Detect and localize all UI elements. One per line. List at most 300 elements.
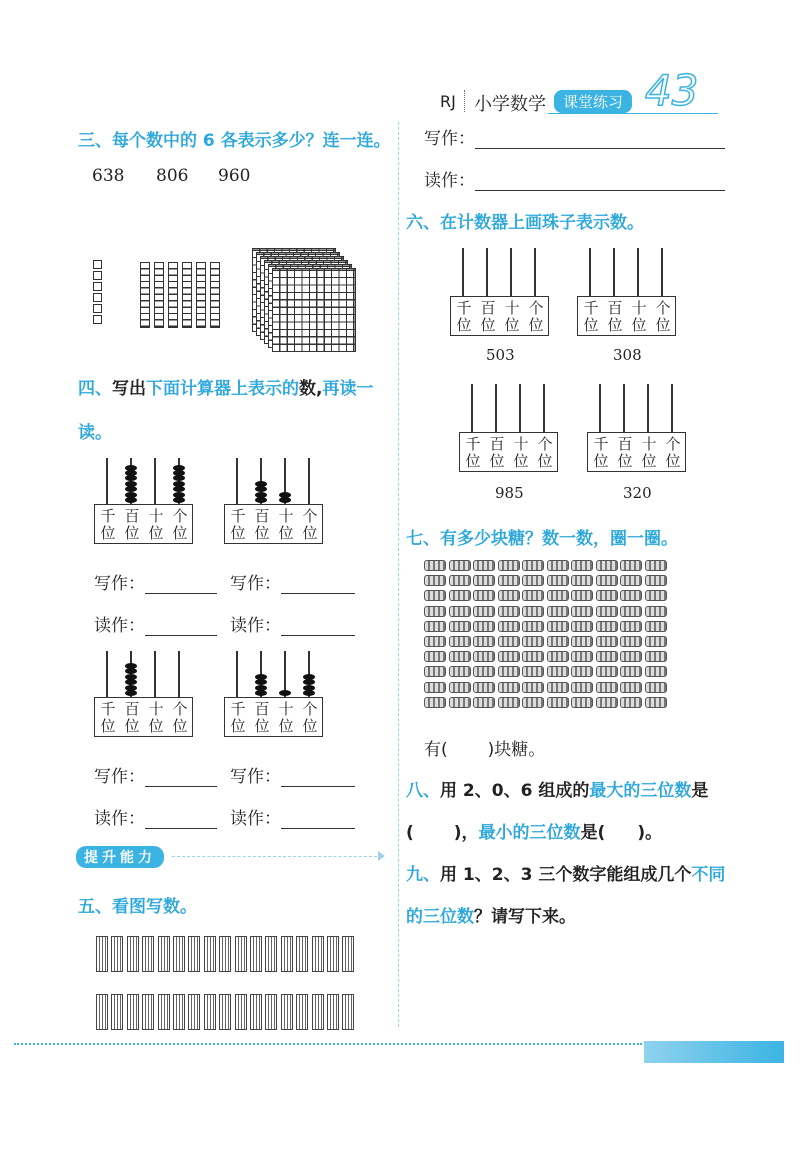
candy xyxy=(473,590,495,601)
section6-number-2: 308 xyxy=(613,346,642,364)
place-label-top: 个 xyxy=(172,507,188,525)
candy xyxy=(547,697,569,708)
counter-rod[interactable] xyxy=(543,384,545,432)
candy xyxy=(620,590,642,601)
abacus-bead xyxy=(255,497,267,503)
column-divider xyxy=(398,122,399,1027)
counter-rod[interactable] xyxy=(647,384,649,432)
tens-rods-image xyxy=(138,260,228,328)
section4-read-2: 读作： xyxy=(230,611,355,636)
candy xyxy=(645,636,667,647)
candy xyxy=(498,590,520,601)
abacus-bead xyxy=(125,465,137,471)
candy xyxy=(596,575,618,586)
candy xyxy=(498,666,520,677)
place-label-bottom: 位 xyxy=(100,524,116,542)
section4-read-1: 读作： xyxy=(94,611,217,636)
candy xyxy=(620,606,642,617)
place-label-top: 千 xyxy=(230,507,246,525)
section3-title: 三、每个数中的 6 各表示多少？连一连。 xyxy=(78,131,391,151)
abacus-bead xyxy=(125,663,137,669)
stick-bundle-row xyxy=(96,994,366,1030)
place-label-bottom: 位 xyxy=(124,524,140,542)
candy xyxy=(645,560,667,571)
candy xyxy=(473,575,495,586)
stick-bundle xyxy=(219,936,231,972)
section3-number-2: 806 xyxy=(156,166,189,186)
candy xyxy=(522,590,544,601)
abacus-bead xyxy=(125,481,137,487)
abacus-rod xyxy=(106,651,108,697)
counter-rod[interactable] xyxy=(471,384,473,432)
candy xyxy=(596,697,618,708)
stick-bundle xyxy=(96,936,108,972)
candy xyxy=(498,606,520,617)
place-label-top: 百 xyxy=(124,700,140,718)
abacus xyxy=(224,651,324,741)
candy xyxy=(571,666,593,677)
write-blank[interactable] xyxy=(281,768,355,787)
candy xyxy=(547,666,569,677)
candy xyxy=(620,651,642,662)
place-label-bottom: 位 xyxy=(607,316,623,334)
candy xyxy=(596,606,618,617)
abacus-bead xyxy=(173,475,185,481)
place-label-top: 十 xyxy=(631,299,647,317)
candy xyxy=(547,636,569,647)
candy xyxy=(571,636,593,647)
place-label-top: 百 xyxy=(124,507,140,525)
counter-rod[interactable] xyxy=(534,248,536,296)
stick-bundle xyxy=(281,994,293,1030)
stick-bundle xyxy=(235,994,247,1030)
place-label-bottom: 位 xyxy=(100,717,116,735)
place-label-top: 十 xyxy=(278,700,294,718)
stick-bundle xyxy=(281,936,293,972)
section4-title-cont: 读。 xyxy=(78,423,112,443)
place-label-bottom: 位 xyxy=(230,524,246,542)
place-label-bottom: 位 xyxy=(124,717,140,735)
candy xyxy=(522,560,544,571)
candy xyxy=(596,621,618,632)
read-blank[interactable] xyxy=(475,172,725,191)
abacus xyxy=(224,458,324,548)
candy xyxy=(473,621,495,632)
stick-bundle xyxy=(250,994,262,1030)
candy xyxy=(620,621,642,632)
place-label-top: 十 xyxy=(513,435,529,453)
abacus-place-box xyxy=(94,504,193,544)
place-label-bottom: 位 xyxy=(665,452,681,470)
place-label-top: 千 xyxy=(100,507,116,525)
section3-number-3: 960 xyxy=(218,166,251,186)
counter-place-box xyxy=(587,432,686,472)
write-blank[interactable] xyxy=(145,768,217,787)
stick-bundle xyxy=(158,936,170,972)
candy xyxy=(473,560,495,571)
abacus-bead xyxy=(303,679,315,685)
abacus-bead xyxy=(125,685,137,691)
header-divider xyxy=(464,90,465,112)
section8-line2: ( )，最小的三位数是( )。 xyxy=(406,823,663,843)
counter-rod[interactable] xyxy=(519,384,521,432)
place-label-top: 千 xyxy=(593,435,609,453)
candy xyxy=(473,697,495,708)
abacus-rod xyxy=(236,458,238,504)
abacus-bead xyxy=(125,690,137,696)
candy xyxy=(596,682,618,693)
candy xyxy=(645,666,667,677)
section8-line1: 八、用 2、0、6 组成的最大的三位数是 xyxy=(406,781,709,801)
place-label-top: 十 xyxy=(148,700,164,718)
stick-bundle xyxy=(296,994,308,1030)
candy-grid-area[interactable] xyxy=(424,560,674,715)
place-label-bottom: 位 xyxy=(631,316,647,334)
place-label-top: 千 xyxy=(583,299,599,317)
abacus-bead xyxy=(125,475,137,481)
candy xyxy=(620,666,642,677)
read-blank[interactable] xyxy=(145,617,217,636)
header-badge: 课堂练习 xyxy=(554,90,632,113)
place-label-top: 百 xyxy=(617,435,633,453)
abacus-bead xyxy=(125,497,137,503)
abacus-rod xyxy=(236,651,238,697)
candy xyxy=(547,651,569,662)
place-label-bottom: 位 xyxy=(537,452,553,470)
place-label-top: 千 xyxy=(100,700,116,718)
place-label-top: 个 xyxy=(172,700,188,718)
place-label-top: 十 xyxy=(278,507,294,525)
stick-bundle xyxy=(204,936,216,972)
abacus-bead xyxy=(173,481,185,487)
abacus-rod xyxy=(308,458,310,504)
candy xyxy=(424,560,446,571)
candy xyxy=(522,575,544,586)
place-label-top: 个 xyxy=(655,299,671,317)
section4-write-3: 写作： xyxy=(94,762,217,787)
place-label-top: 十 xyxy=(504,299,520,317)
section4-write-2: 写作： xyxy=(230,569,355,594)
section3-number-1: 638 xyxy=(92,166,125,186)
stick-bundle xyxy=(296,936,308,972)
section9-line1: 九、用 1、2、3 三个数字能组成几个不同 xyxy=(406,865,726,885)
candy xyxy=(596,590,618,601)
stick-bundle xyxy=(265,936,277,972)
place-label-top: 千 xyxy=(465,435,481,453)
candy xyxy=(571,560,593,571)
section7-answer: 有( )块糖。 xyxy=(424,740,546,760)
place-label-bottom: 位 xyxy=(172,524,188,542)
counter-rod[interactable] xyxy=(486,248,488,296)
candy xyxy=(473,666,495,677)
candy xyxy=(547,590,569,601)
section7-title: 七、有多少块糖？数一数，圈一圈。 xyxy=(406,529,678,549)
counter-rod[interactable] xyxy=(589,248,591,296)
candy xyxy=(449,560,471,571)
read-blank[interactable] xyxy=(281,617,355,636)
stick-bundle xyxy=(327,994,339,1030)
stick-bundle xyxy=(204,994,216,1030)
section4-read-4: 读作： xyxy=(230,804,355,829)
place-label-top: 十 xyxy=(148,507,164,525)
counter-rod[interactable] xyxy=(661,248,663,296)
candy xyxy=(571,590,593,601)
candy xyxy=(473,651,495,662)
write-blank[interactable] xyxy=(145,575,217,594)
arrow-right-icon xyxy=(378,851,385,861)
abacus-bead xyxy=(255,674,267,680)
header-rj: RJ xyxy=(440,92,456,111)
read-blank[interactable] xyxy=(281,810,355,829)
place-label-top: 千 xyxy=(230,700,246,718)
place-label-bottom: 位 xyxy=(456,316,472,334)
counter[interactable] xyxy=(587,384,687,474)
place-label-bottom: 位 xyxy=(148,717,164,735)
place-label-bottom: 位 xyxy=(278,524,294,542)
place-label-bottom: 位 xyxy=(254,524,270,542)
stick-bundle xyxy=(173,936,185,972)
read-blank[interactable] xyxy=(145,810,217,829)
candy xyxy=(645,575,667,586)
candy xyxy=(424,682,446,693)
improve-banner xyxy=(76,844,388,868)
footer-dotted-line xyxy=(14,1043,642,1045)
right-read: 读作： xyxy=(424,166,725,191)
abacus-rod xyxy=(106,458,108,504)
candy xyxy=(645,590,667,601)
candy xyxy=(522,697,544,708)
place-label-top: 百 xyxy=(489,435,505,453)
stick-bundle xyxy=(142,994,154,1030)
candy xyxy=(424,590,446,601)
abacus-place-box xyxy=(224,504,323,544)
header-page-number: 43 xyxy=(645,66,699,115)
place-label-bottom: 位 xyxy=(172,717,188,735)
stick-bundle xyxy=(142,936,154,972)
candy xyxy=(547,682,569,693)
counter-rod[interactable] xyxy=(637,248,639,296)
counter-place-box xyxy=(459,432,558,472)
stick-bundle-row xyxy=(96,936,366,972)
write-blank[interactable] xyxy=(281,575,355,594)
place-label-top: 千 xyxy=(456,299,472,317)
place-label-bottom: 位 xyxy=(583,316,599,334)
place-label-bottom: 位 xyxy=(504,316,520,334)
abacus-bead xyxy=(279,690,291,696)
candy xyxy=(449,575,471,586)
abacus-bead xyxy=(255,679,267,685)
write-blank[interactable] xyxy=(475,130,725,149)
stick-bundle xyxy=(111,994,123,1030)
candy xyxy=(424,575,446,586)
abacus-bead xyxy=(279,497,291,503)
stick-bundle xyxy=(158,994,170,1030)
stick-bundle xyxy=(342,936,354,972)
abacus-bead xyxy=(173,465,185,471)
abacus-bead xyxy=(279,492,291,498)
place-label-top: 十 xyxy=(641,435,657,453)
abacus-bead xyxy=(125,679,137,685)
candy xyxy=(498,575,520,586)
counter-rod[interactable] xyxy=(613,248,615,296)
place-label-bottom: 位 xyxy=(513,452,529,470)
candy xyxy=(498,697,520,708)
stick-bundle xyxy=(312,994,324,1030)
abacus-rod xyxy=(178,651,180,697)
place-label-top: 个 xyxy=(528,299,544,317)
place-label-bottom: 位 xyxy=(528,316,544,334)
abacus-place-box xyxy=(94,697,193,737)
candy xyxy=(473,682,495,693)
stick-bundle xyxy=(265,994,277,1030)
place-label-bottom: 位 xyxy=(480,316,496,334)
stick-bundle xyxy=(327,936,339,972)
place-label-bottom: 位 xyxy=(302,524,318,542)
stick-bundle xyxy=(312,936,324,972)
counter[interactable] xyxy=(450,248,550,338)
candy xyxy=(522,682,544,693)
candy xyxy=(522,636,544,647)
candy xyxy=(571,606,593,617)
place-label-top: 个 xyxy=(302,507,318,525)
candy xyxy=(620,697,642,708)
candy xyxy=(498,636,520,647)
abacus-bead xyxy=(303,674,315,680)
place-label-top: 百 xyxy=(480,299,496,317)
place-label-bottom: 位 xyxy=(593,452,609,470)
candy xyxy=(596,666,618,677)
section9-line2: 的三位数？请写下来。 xyxy=(406,907,576,927)
stick-bundle xyxy=(250,936,262,972)
place-label-bottom: 位 xyxy=(617,452,633,470)
counter-rod[interactable] xyxy=(495,384,497,432)
candy xyxy=(571,682,593,693)
counter-rod[interactable] xyxy=(599,384,601,432)
counter-rod[interactable] xyxy=(671,384,673,432)
candy xyxy=(620,560,642,571)
candy xyxy=(522,666,544,677)
counter-rod[interactable] xyxy=(462,248,464,296)
abacus-bead xyxy=(303,685,315,691)
candy xyxy=(571,575,593,586)
candy xyxy=(571,697,593,708)
abacus-bead xyxy=(173,486,185,492)
ones-cubes-image xyxy=(90,258,104,328)
candy xyxy=(424,666,446,677)
place-label-top: 个 xyxy=(665,435,681,453)
candy xyxy=(645,651,667,662)
candy xyxy=(449,636,471,647)
abacus-bead xyxy=(173,497,185,503)
counter[interactable] xyxy=(577,248,677,338)
abacus-bead xyxy=(173,492,185,498)
abacus-bead xyxy=(125,674,137,680)
candy xyxy=(522,651,544,662)
place-label-top: 百 xyxy=(254,700,270,718)
place-label-top: 百 xyxy=(607,299,623,317)
candy xyxy=(424,621,446,632)
header-rule xyxy=(548,113,718,114)
place-label-bottom: 位 xyxy=(254,717,270,735)
hundreds-flats-image xyxy=(250,246,360,356)
candy xyxy=(522,606,544,617)
candy xyxy=(645,697,667,708)
candy xyxy=(571,651,593,662)
candy xyxy=(547,560,569,571)
candy xyxy=(473,636,495,647)
place-label-bottom: 位 xyxy=(641,452,657,470)
abacus-bead xyxy=(303,690,315,696)
counter[interactable] xyxy=(459,384,559,474)
candy xyxy=(449,606,471,617)
abacus-place-box xyxy=(224,697,323,737)
stick-bundle xyxy=(173,994,185,1030)
place-label-top: 个 xyxy=(302,700,318,718)
abacus-bead xyxy=(255,486,267,492)
stick-bundle xyxy=(219,994,231,1030)
abacus-bead xyxy=(125,470,137,476)
place-label-bottom: 位 xyxy=(302,717,318,735)
section4-title: 四、写出下面计算器上表示的数,再读一 xyxy=(78,379,374,399)
section4-write-4: 写作： xyxy=(230,762,355,787)
abacus-bead xyxy=(255,685,267,691)
abacus xyxy=(94,651,194,741)
candy xyxy=(522,621,544,632)
section4-read-3: 读作： xyxy=(94,804,217,829)
place-label-top: 百 xyxy=(254,507,270,525)
section6-title: 六、在计数器上画珠子表示数。 xyxy=(406,213,644,233)
abacus-bead xyxy=(173,470,185,476)
candy xyxy=(449,590,471,601)
abacus-rod xyxy=(154,458,156,504)
candy xyxy=(596,560,618,571)
place-label-bottom: 位 xyxy=(230,717,246,735)
stick-bundle xyxy=(188,994,200,1030)
section6-number-1: 503 xyxy=(486,346,515,364)
place-label-bottom: 位 xyxy=(655,316,671,334)
counter-rod[interactable] xyxy=(623,384,625,432)
place-label-bottom: 位 xyxy=(489,452,505,470)
counter-place-box xyxy=(577,296,676,336)
footer-bar xyxy=(644,1041,784,1063)
section4-write-1: 写作： xyxy=(94,569,217,594)
improve-banner-line xyxy=(172,856,382,857)
candy xyxy=(620,575,642,586)
abacus-bead xyxy=(255,690,267,696)
candy xyxy=(498,682,520,693)
candy xyxy=(645,606,667,617)
stick-bundle xyxy=(235,936,247,972)
stick-bundle xyxy=(188,936,200,972)
abacus-bead xyxy=(255,492,267,498)
candy xyxy=(547,621,569,632)
stick-bundle xyxy=(96,994,108,1030)
candy xyxy=(424,606,446,617)
abacus xyxy=(94,458,194,548)
candy xyxy=(473,606,495,617)
place-label-bottom: 位 xyxy=(278,717,294,735)
candy xyxy=(424,651,446,662)
stick-bundle xyxy=(111,936,123,972)
counter-rod[interactable] xyxy=(510,248,512,296)
counter-place-box xyxy=(450,296,549,336)
candy xyxy=(498,560,520,571)
header-subject: 小学数学 xyxy=(474,94,546,115)
candy xyxy=(596,636,618,647)
abacus-bead xyxy=(125,668,137,674)
candy xyxy=(645,682,667,693)
right-write: 写作： xyxy=(424,124,725,149)
